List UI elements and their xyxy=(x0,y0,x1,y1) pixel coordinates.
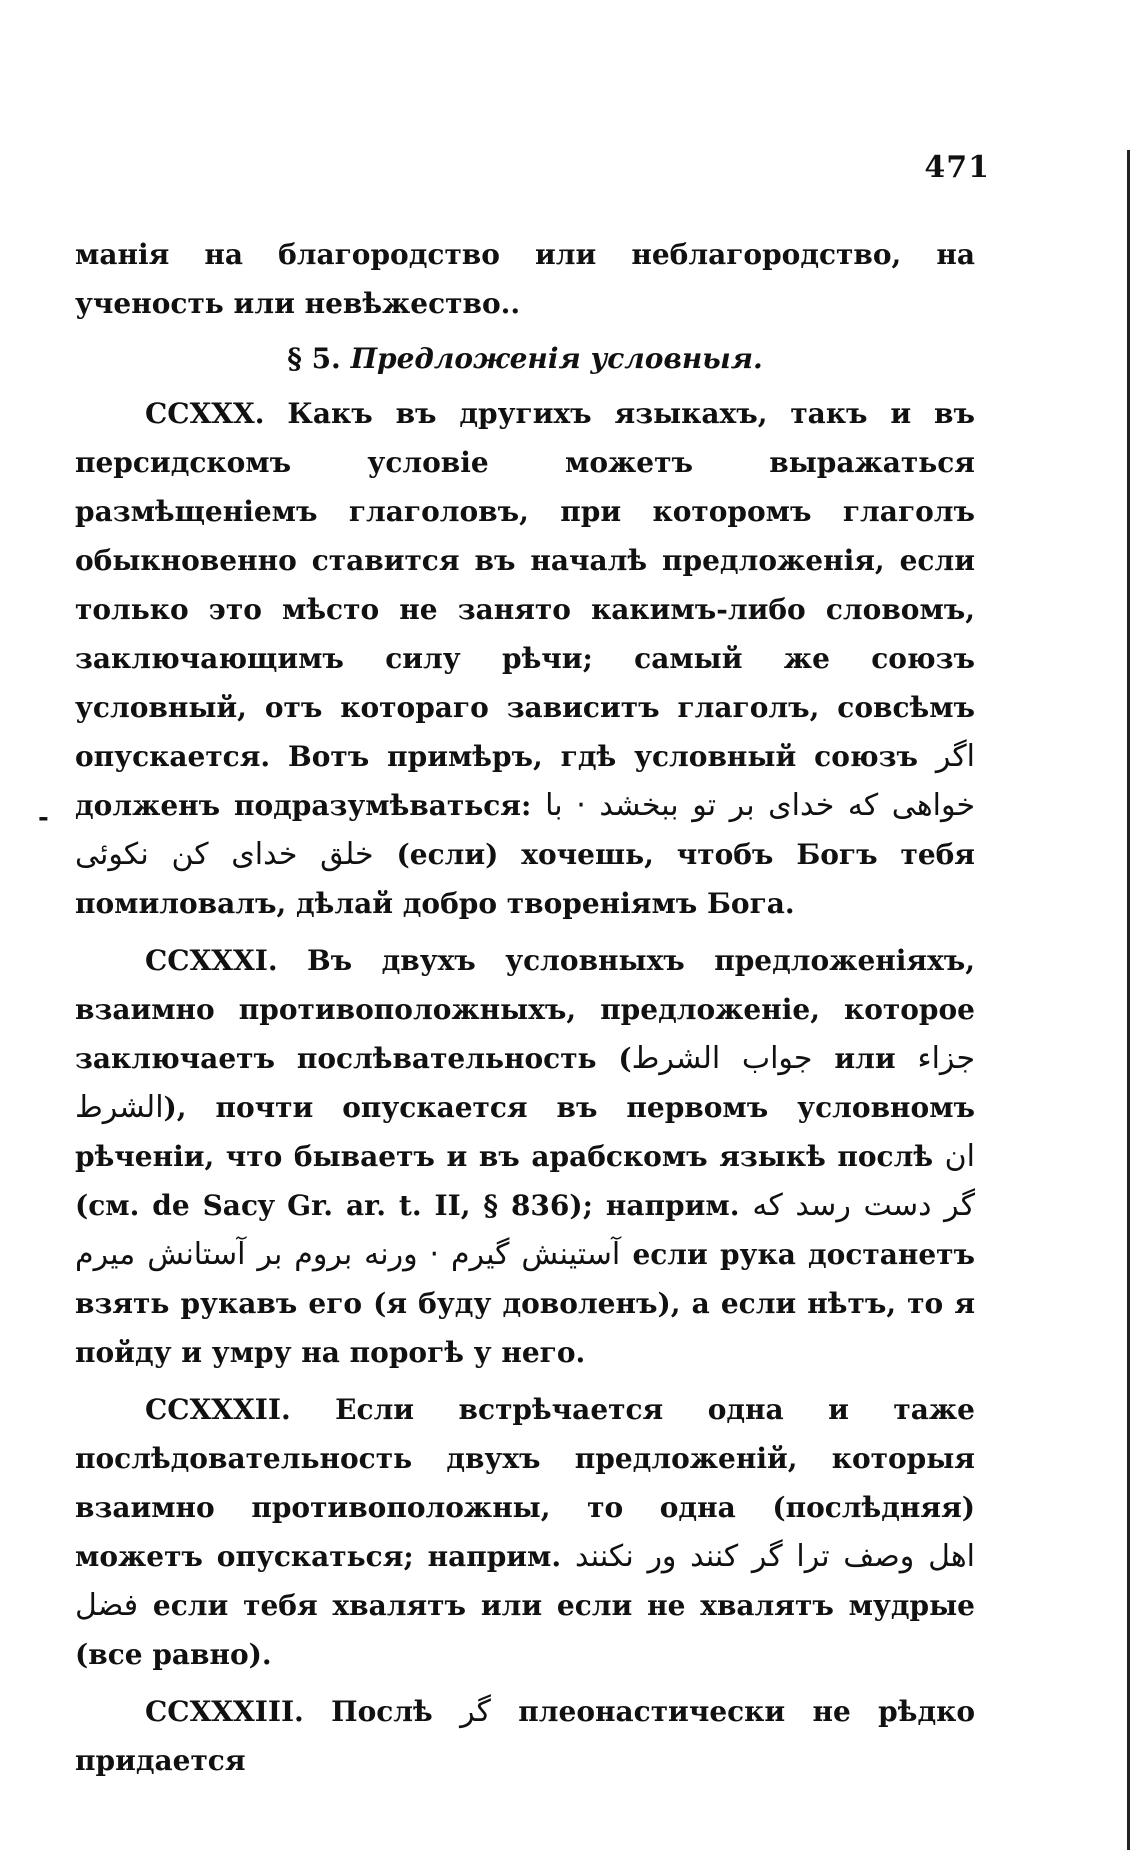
paragraph-ccxxx: CCXXX. Какъ въ другихъ языкахъ, такъ и въ персидскомъ условіе можетъ выражаться размѣщеніемъ глаголовъ, при которомъ глаголъ обыкновенно ставится въ началѣ предложенія, если только это мѣсто не занято какимъ-либо словомъ, заключающимъ силу рѣчи; самый же союзъ условный, отъ котораго зависитъ глаголъ, совсѣмъ опускается. Вотъ примѣръ, гдѣ условный союзъ اگر долженъ подразумѣваться: خواهی که خدای بر تو ببخشد · با خلق خدای کن نکوئی (если) хочешь, чтобъ Богъ тебя помиловалъ, дѣлай добро твореніямъ Бога. xyxy=(75,397,976,920)
paragraph-continuation: манія на благородство или неблагородство, на ученость или невѣжество.. xyxy=(75,238,975,320)
arabic-text: اگر xyxy=(935,739,976,774)
arabic-text: گر xyxy=(460,1694,491,1729)
arabic-text: ان xyxy=(944,1139,975,1174)
section-number: § 5. xyxy=(287,342,341,375)
arabic-text: خواهی که خدای بر تو ببخشد · با خلق خدای کن نکوئی xyxy=(75,788,976,872)
section-heading xyxy=(75,334,975,383)
section-title: Предложенія условныя. xyxy=(350,342,763,375)
arabic-text: جواب الشرط xyxy=(631,1041,813,1076)
arabic-text: وصف ترا گر کنند ور نکنند xyxy=(575,1539,915,1574)
arabic-text: جزاء الشرط xyxy=(75,1041,976,1125)
margin-mark: - xyxy=(38,803,49,833)
paragraph-ccxxxi: CCXXXI. Въ двухъ условныхъ предложеніяхъ, взаимно противоположныхъ, предложеніе, которое заключаетъ послѣвательность (جواب الشرط или جزاء الشرط), почти опускается въ первомъ условномъ рѣченіи, что бываетъ и въ арабскомъ языкѣ послѣ ان (см. de Sacy Gr. ar. t. II, § 836); наприм. گر دست رسد که آستینش گیرم · ورنه بروم بر آستانش میرم если рука достанетъ взять рукавъ его (я буду доволенъ), а если нѣтъ, то я пойду и умру на порогѣ у него. xyxy=(75,944,976,1369)
paragraph-ccxxxii: CCXXXII. Если встрѣчается одна и таже послѣдовательность двухъ предложеній, которыя взаимно противоположны, то одна (послѣдняя) можетъ опускаться; наприм. وصف ترا گر کنند ور نکنند اهل فضل если тебя хвалятъ или если не хвалятъ мудрые (все равно). xyxy=(75,1393,976,1671)
arabic-text: اهل فضل xyxy=(75,1539,976,1623)
arabic-text: گر دست رسد که آستینش گیرم · ورنه بروم بر آستانش میرم xyxy=(75,1188,975,1272)
body-text xyxy=(75,230,975,1785)
page-number: 471 xyxy=(924,150,990,185)
paragraph-ccxxxiii: CCXXXIII. Послѣ گر плеонастически не рѣдко придается xyxy=(75,1694,976,1777)
page-edge-rule xyxy=(1127,150,1130,1850)
